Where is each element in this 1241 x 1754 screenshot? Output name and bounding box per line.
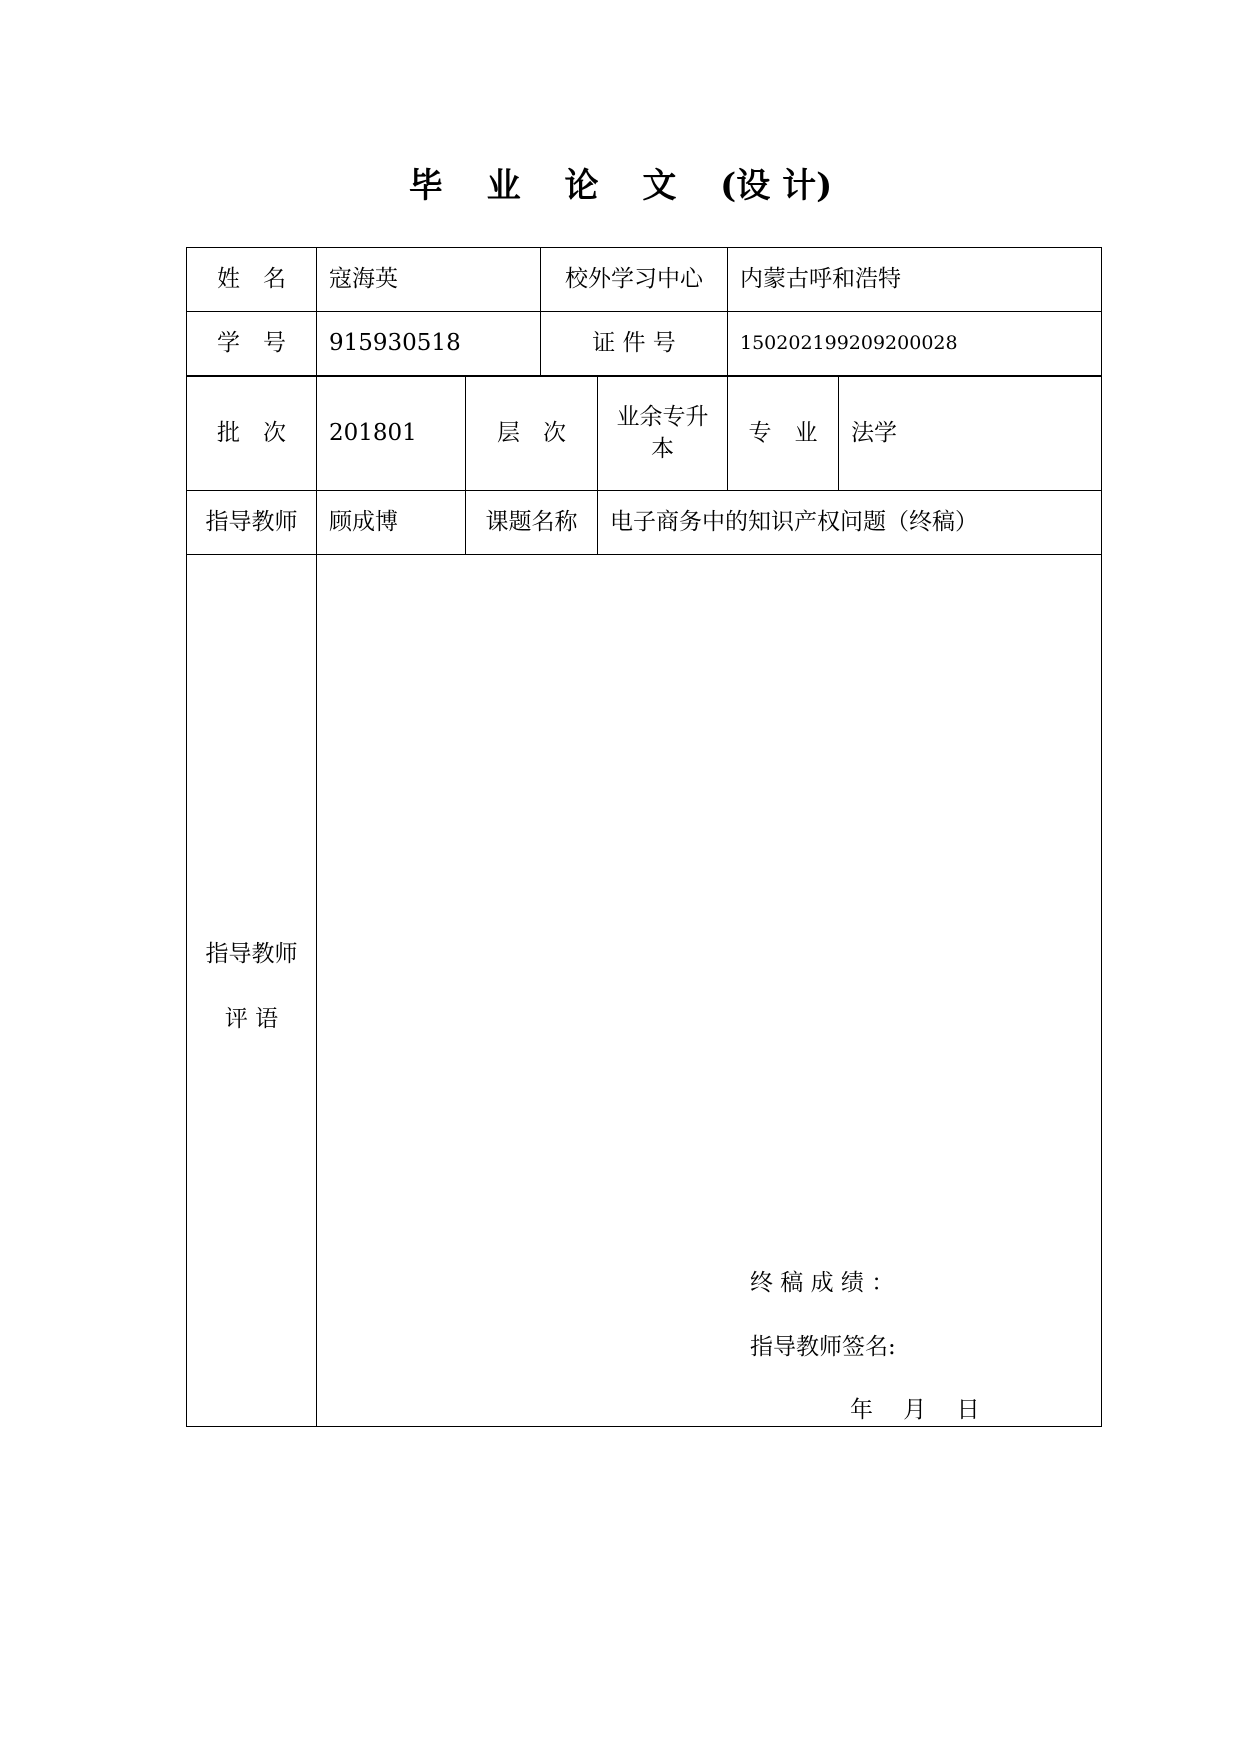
date-label: 年 月 日 (850, 1397, 980, 1423)
title-char: 业 (486, 166, 521, 206)
batch-label: 批 次 (217, 419, 286, 446)
final-grade-label: 终 稿 成 绩 ： (750, 1270, 895, 1296)
major-label: 专 业 (748, 419, 818, 446)
level-value: 业余专升本 (616, 404, 709, 462)
title-char: (设 计) (720, 166, 833, 206)
document-title (0, 158, 1241, 207)
comments-label-line1: 指导教师 (205, 941, 298, 968)
major-value: 法学 (851, 419, 897, 446)
batch-value: 201801 (329, 419, 417, 446)
student-id-value: 915930518 (329, 329, 461, 356)
title-char: 论 (564, 166, 599, 206)
topic-label: 课题名称 (485, 508, 578, 535)
study-center-value: 内蒙古呼和浩特 (740, 265, 901, 292)
advisor-signature-label: 指导教师签名: (750, 1334, 896, 1360)
comments-label-line2: 评 语 (224, 1006, 279, 1033)
table-border-bottom (186, 1426, 1102, 1427)
level-label: 层 次 (497, 419, 566, 446)
study-center-label: 校外学习中心 (565, 265, 703, 292)
certificate-number-value: 150202199209200028 (740, 331, 958, 354)
title-char: 毕 (408, 166, 443, 206)
table-row-divider (186, 554, 1102, 555)
table-border-right (1101, 247, 1102, 1427)
topic-value: 电子商务中的知识产权问题（终稿） (610, 508, 978, 535)
student-id-label: 学 号 (217, 329, 286, 356)
name-value: 寇海英 (329, 265, 398, 292)
advisor-label: 指导教师 (205, 508, 298, 535)
advisor-value: 顾成博 (329, 508, 398, 535)
name-label: 姓 名 (217, 265, 286, 292)
title-char: 文 (642, 166, 677, 206)
certificate-number-label: 证 件 号 (592, 329, 676, 356)
